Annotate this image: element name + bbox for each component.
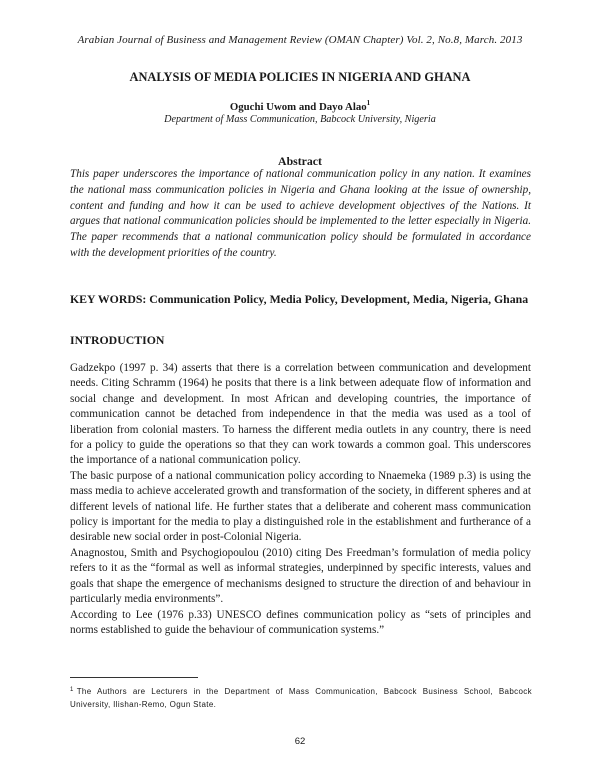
paragraph: The basic purpose of a national communication policy according to Nnaemeka (1989 p.3) is using the mass media to achieve accelerated growth and transformation of the society, in different spheres and at different levels of national life. He further states that a deliberate and coherent mass communication policy is important for the media to play a distinguished role in the establishment and furtherance of a desirable new social order in post-Colonial Nigeria. — [70, 469, 531, 544]
footnote-text: The Authors are Lecturers in the Department of Mass Communication, Babcock Business School, Babcock University, Ilishan-Remo, Ogun State. — [70, 687, 532, 709]
paragraph: Gadzekpo (1997 p. 34) asserts that there is a correlation between communication and development needs. Citing Schramm (1964) he posits that there is a link between adequate flow of information and social change and development. In most African and developing countries, the importance of communication cannot be detached from independence in that the media was used as a tool of liberation from colonial masters. To harness the different media outlets in any country, there is need for a policy to guide the operations so that they can work towards a common goal. This underscores the importance of a national communication policy. — [70, 362, 531, 467]
affiliation: Department of Mass Communication, Babcock University, Nigeria — [164, 114, 436, 125]
footnote-mark: 1 — [70, 687, 74, 693]
introduction-body — [70, 361, 531, 638]
abstract-heading: Abstract — [278, 154, 322, 168]
page-number: 62 — [294, 736, 306, 747]
author-footnote-mark: 1 — [366, 99, 371, 107]
footnote — [70, 684, 532, 711]
keywords: KEY WORDS: Communication Policy, Media Policy, Development, Media, Nigeria, Ghana — [70, 292, 529, 306]
author-line — [0, 99, 600, 113]
running-head: Arabian Journal of Business and Management Review (OMAN Chapter) Vol. 2, No.8, March. 2013 — [77, 34, 523, 46]
footnote-divider — [70, 677, 198, 678]
authors: Oguchi Uwom and Dayo Alao — [229, 101, 367, 113]
introduction-heading: INTRODUCTION — [70, 333, 165, 347]
paragraph: According to Lee (1976 p.33) UNESCO defines communication policy as “sets of principles and norms established to guide the behaviour of communication systems.” — [70, 608, 531, 636]
paragraph: Anagnostou, Smith and Psychogiopoulou (2010) citing Des Freedman’s formulation of media policy refers to it as the “formal as well as informal strategies, underpinned by specific interests, values and goals that shape the emergence of mechanisms designed to structure the direction of and behaviour in particularly media environments”. — [70, 546, 531, 606]
abstract-text: This paper underscores the importance of national communication policy in any nation. It examines the national mass communication policies in Nigeria and Ghana looking at the issue of ownership, content and funding and how it can be used to achieve development objectives of the Nations. It argues that national communication policies should be implemented to the letter especially in Nigeria. The paper recommends that a national communication policy should be formulated in accordance with the development priorities of the country. — [70, 168, 531, 259]
paper-title: ANALYSIS OF MEDIA POLICIES IN NIGERIA AND GHANA — [129, 70, 471, 84]
